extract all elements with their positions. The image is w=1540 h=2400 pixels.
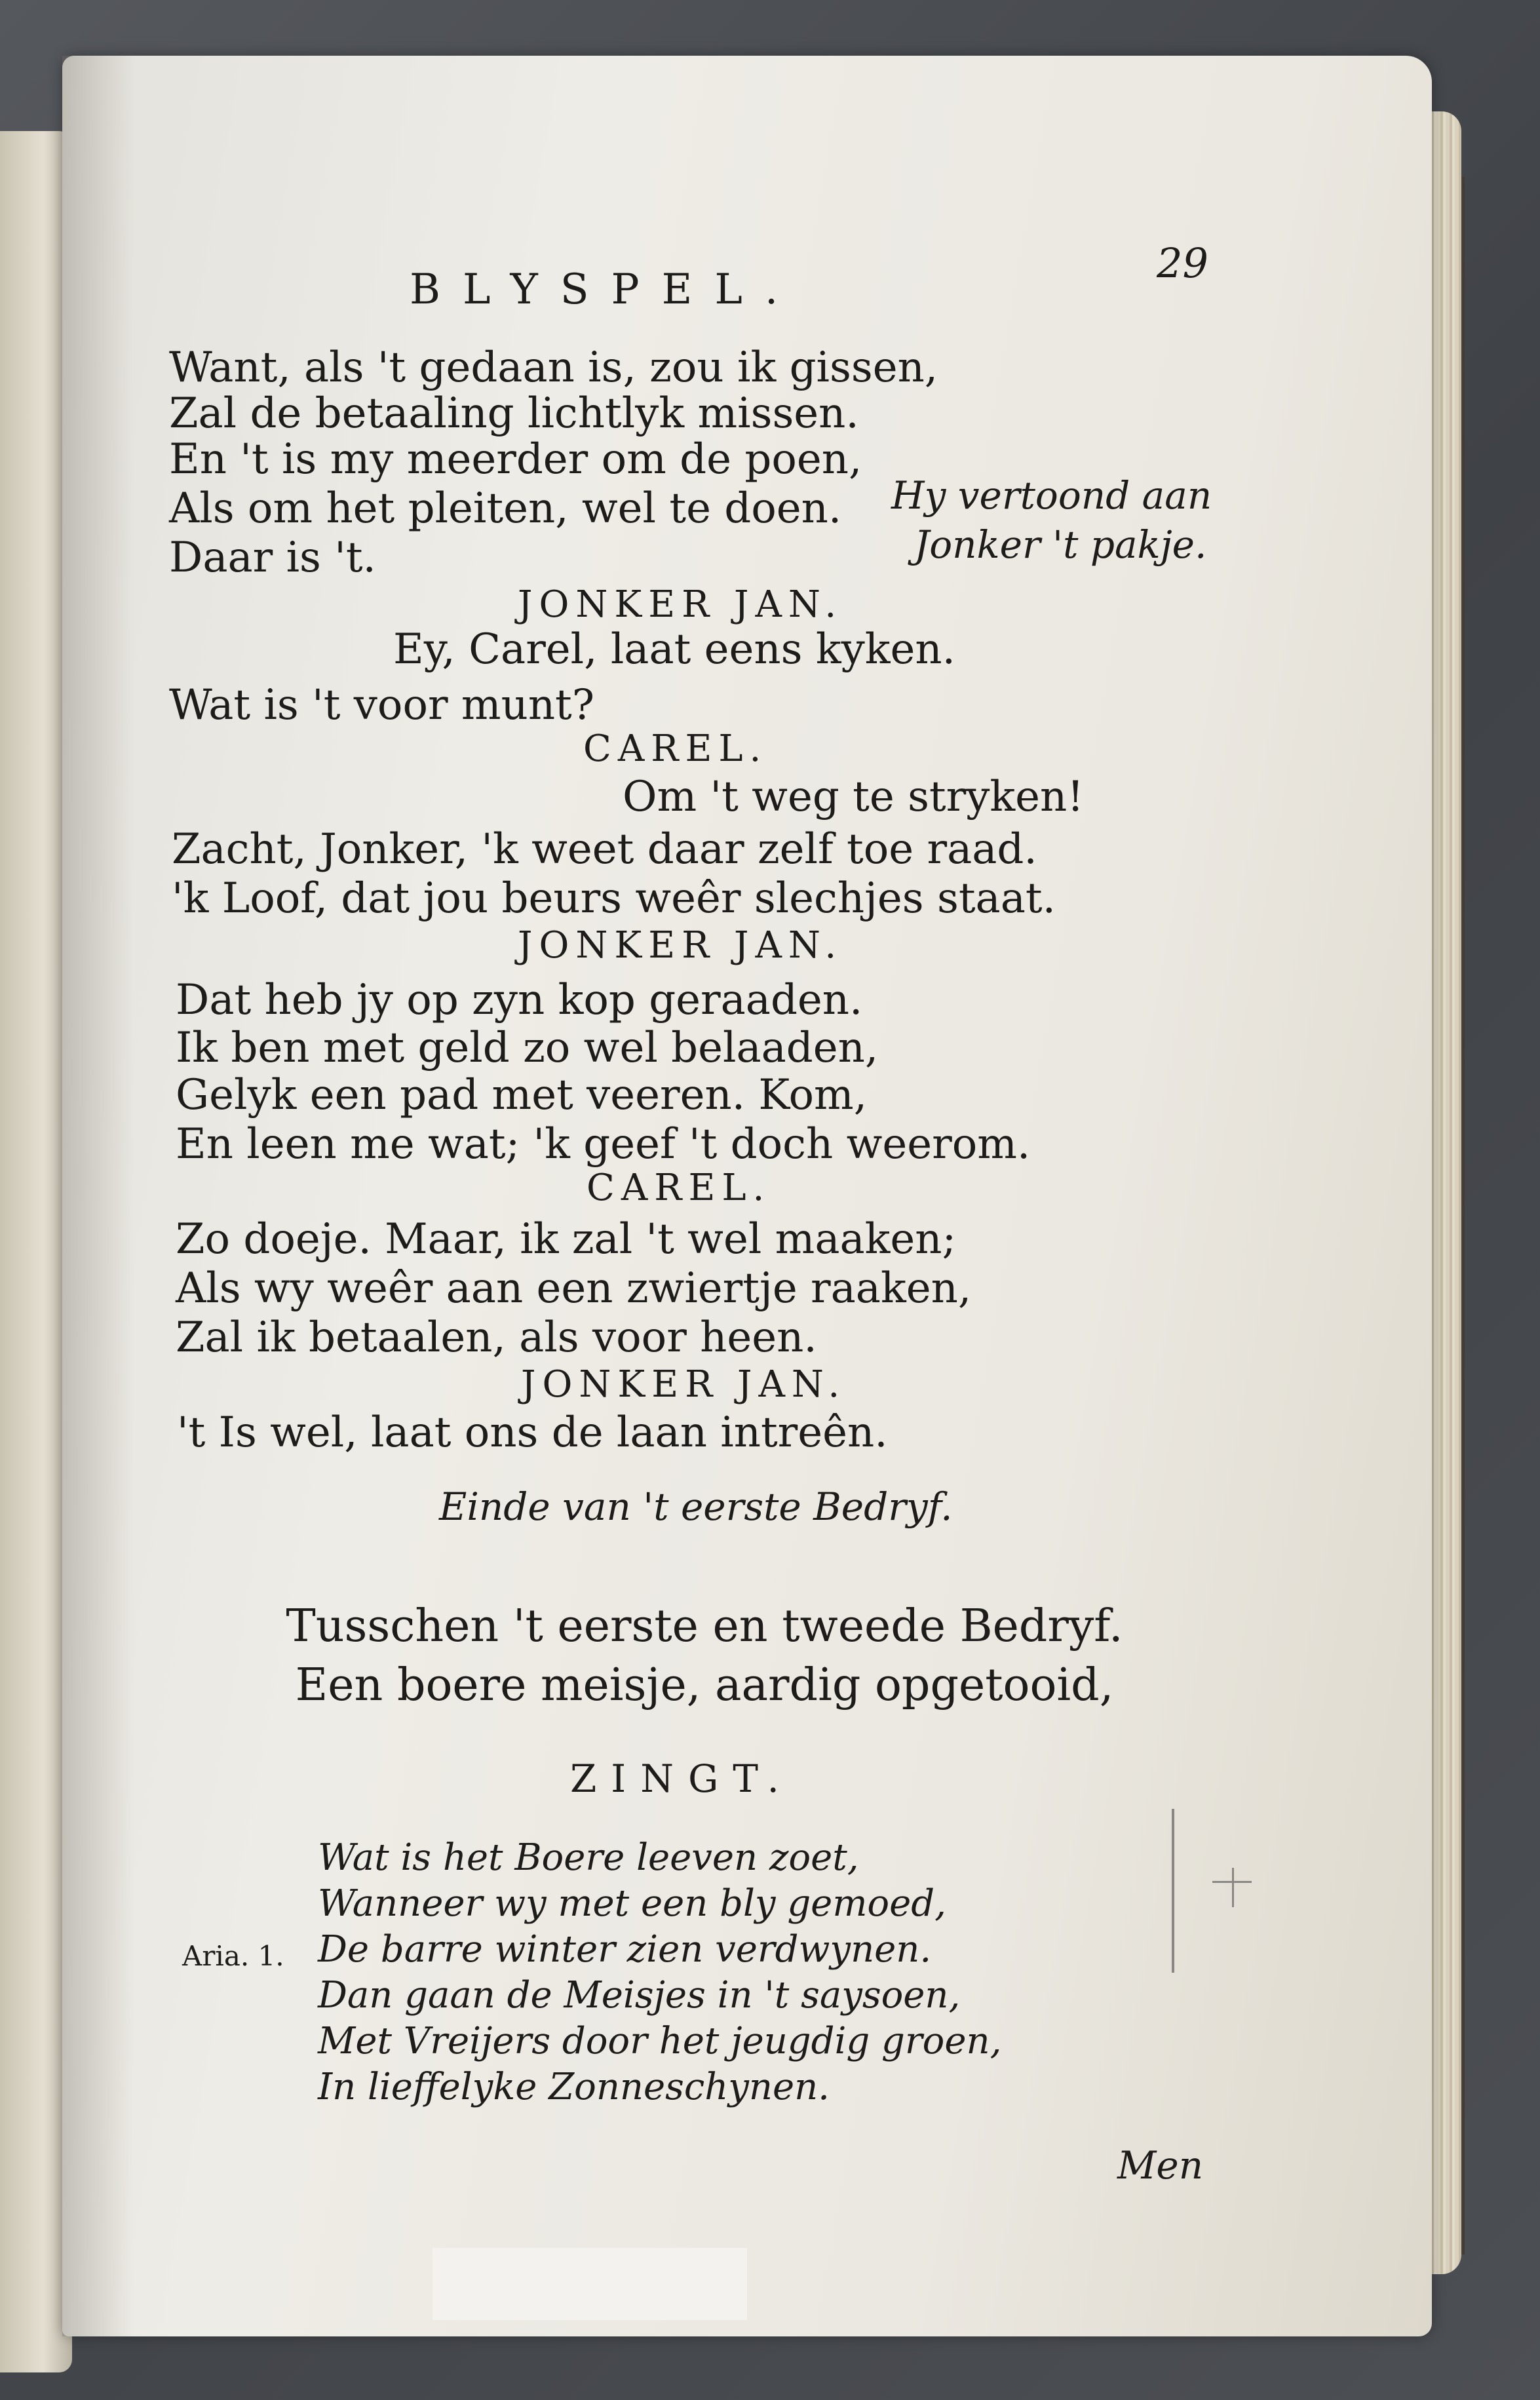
verse-line: Daar is 't. xyxy=(169,533,376,582)
verse-line: Zo doeje. Maar, ik zal 't wel maaken; xyxy=(176,1215,957,1264)
verse-line: 't Is wel, laat ons de laan intreên. xyxy=(177,1408,888,1457)
song-line: De barre winter zien verdwynen. xyxy=(318,1928,932,1971)
interlude-title-line: Tusschen 't eerste en tweede Bedryf. xyxy=(286,1600,1123,1652)
song-line: Met Vreijers door het jeugdig groen, xyxy=(318,2020,1002,2062)
verse-line: Zal de betaaling lichtlyk missen. xyxy=(169,389,859,438)
song-line: Wat is het Boere leeven zoet, xyxy=(318,1836,859,1879)
song-line: Dan gaan de Meisjes in 't saysoen, xyxy=(318,1974,961,2017)
verse-line: Want, als 't gedaan is, zou ik gissen, xyxy=(169,343,938,392)
verse-line: Als om het pleiten, wel te doen. xyxy=(169,484,842,533)
song-line: In lieffelyke Zonneschynen. xyxy=(318,2066,830,2108)
verse-line: Om 't weg te stryken! xyxy=(623,773,1084,821)
verse-line: Als wy weêr aan een zwiertje raaken, xyxy=(176,1264,972,1313)
page-number: 29 xyxy=(1157,239,1208,287)
zingt-heading: ZINGT. xyxy=(570,1756,794,1801)
gutter-shadow xyxy=(62,56,134,2336)
song-line: Wanneer wy met een bly gemoed, xyxy=(318,1882,946,1925)
stage-direction: Hy vertoond aan xyxy=(891,473,1212,518)
stage-direction: Jonker 't pakje. xyxy=(914,522,1207,567)
pencil-mark-vertical xyxy=(1172,1809,1174,1973)
interlude-title-line: Een boere meisje, aardig opgetooid, xyxy=(295,1659,1114,1711)
verse-line: Dat heb jy op zyn kop geraaden. xyxy=(176,976,863,1024)
verse-line: Wat is 't voor munt? xyxy=(169,681,595,729)
aria-label: Aria. 1. xyxy=(182,1940,284,1972)
speaker-name: JONKER JAN. xyxy=(518,924,843,967)
verse-line: Zal ik betaalen, als voor heen. xyxy=(176,1313,817,1362)
catchword: Men xyxy=(1117,2143,1204,2188)
verse-line: Ik ben met geld zo wel belaaden, xyxy=(176,1024,879,1072)
speaker-name: JONKER JAN. xyxy=(518,583,843,626)
speaker-name: CAREL. xyxy=(587,1167,771,1209)
verse-line: Gelyk een pad met veeren. Kom, xyxy=(176,1071,868,1119)
speaker-name: JONKER JAN. xyxy=(521,1363,847,1406)
end-of-act: Einde van 't eerste Bedryf. xyxy=(439,1484,953,1529)
verse-line: En 't is my meerder om de poen, xyxy=(169,435,862,484)
paper-patch xyxy=(433,2248,747,2320)
verse-line: Ey, Carel, laat eens kyken. xyxy=(393,625,955,674)
verse-line: 'k Loof, dat jou beurs weêr slechjes staat. xyxy=(172,874,1056,923)
running-title: BLYSPEL. xyxy=(410,265,801,314)
pencil-mark-cross xyxy=(1232,1868,1234,1907)
verse-line: Zacht, Jonker, 'k weet daar zelf toe raad. xyxy=(172,825,1037,874)
speaker-name: CAREL. xyxy=(583,727,768,770)
verse-line: En leen me wat; 'k geef 't doch weerom. xyxy=(176,1120,1031,1169)
facing-page-edge xyxy=(0,131,72,2372)
